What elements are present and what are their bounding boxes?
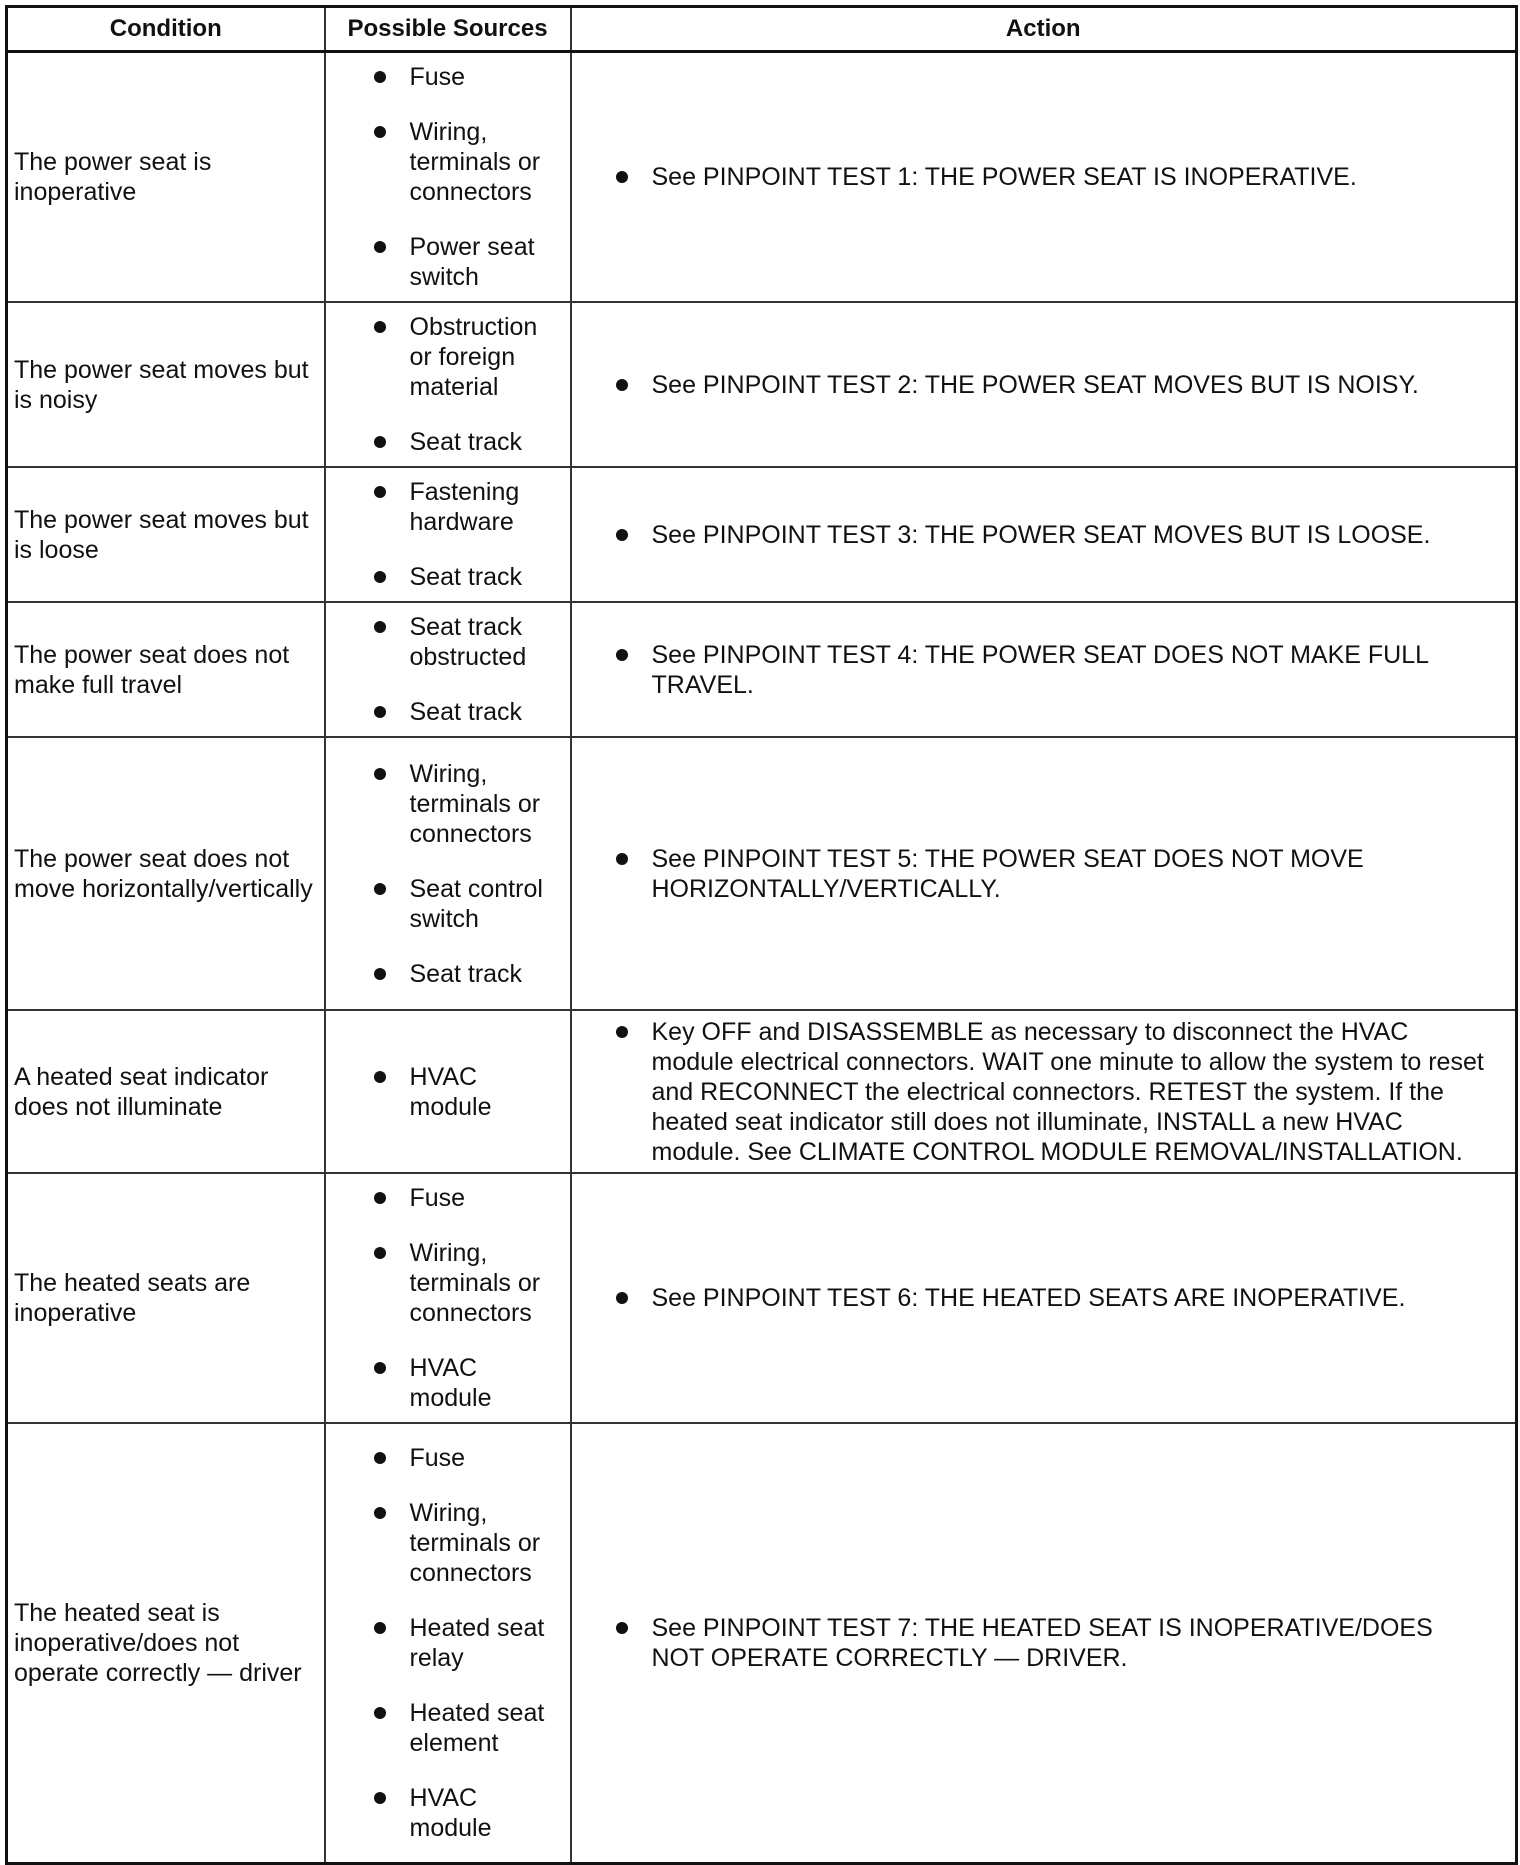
action-list [572,162,1516,192]
action-cell [571,467,1517,602]
source-text: Fuse [409,1184,466,1212]
source-item [374,1443,566,1473]
table-body [7,52,1517,1864]
action-item [616,1613,1486,1673]
source-text: Heated seat element [409,1698,545,1757]
source-item [374,1698,566,1758]
action-cell [571,1423,1517,1863]
symptom-chart-table [5,5,1518,1865]
action-item [616,640,1486,700]
source-text: Seat control switch [409,874,543,933]
source-text: Wiring, terminals or connectors [409,1239,541,1327]
table-row [7,1010,1517,1173]
action-list [572,640,1516,700]
condition-cell: The power seat moves but is loose [7,467,325,602]
source-item [374,1238,566,1328]
bullet-icon [374,486,386,498]
table-header [7,7,1517,52]
bullet-icon [374,768,386,780]
source-item [374,1183,566,1213]
bullet-icon [374,1192,386,1204]
action-text: See PINPOINT TEST 3: THE POWER SEAT MOVES BUT IS LOOSE. [651,520,1431,549]
source-item [374,312,566,402]
source-text: HVAC module [409,1062,492,1121]
source-item [374,562,566,592]
condition-cell: The power seat moves but is noisy [7,302,325,467]
bullet-icon [616,1622,628,1634]
action-list [572,1017,1516,1167]
action-cell [571,737,1517,1010]
action-text: See PINPOINT TEST 6: THE HEATED SEATS ARE INOPERATIVE. [651,1284,1406,1312]
bullet-icon [374,1707,386,1719]
source-item [374,874,566,934]
action-text: Key OFF and DISASSEMBLE as necessary to disconnect the HVAC module electrical connectors. WAIT one minute to allow the system to reset and RECONNECT the electrical connectors. RETEST the system. If the heated seat indicator still does not illuminate, INSTALL a new HVAC module. See CLIMATE CONTROL MODULE REMOVAL/INSTALLATION. [651,1017,1484,1166]
table-row [7,302,1517,467]
sources-list [326,312,570,457]
bullet-icon [374,1507,386,1519]
bullet-icon [374,436,386,448]
sources-list [326,1443,570,1843]
source-item [374,477,566,537]
bullet-icon [616,1026,628,1038]
source-text: Wiring, terminals or connectors [409,759,541,848]
source-item [374,759,566,849]
source-text: Seat track [409,563,523,591]
action-text: See PINPOINT TEST 5: THE POWER SEAT DOES NOT MOVE HORIZONTALLY/VERTICALLY. [651,844,1364,903]
table-row [7,467,1517,602]
bullet-icon [616,853,628,865]
action-item [616,1017,1486,1167]
source-item [374,1498,566,1588]
action-cell [571,1010,1517,1173]
action-item [616,1283,1486,1313]
source-text: Seat track [409,698,523,726]
source-text: Heated seat relay [409,1613,545,1672]
bullet-icon [616,649,628,661]
source-text: Fastening hardware [409,478,520,536]
condition-cell: The power seat does not move horizontally/vertically [7,737,325,1010]
action-cell [571,302,1517,467]
table-row [7,52,1517,303]
bullet-icon [374,126,386,138]
bullet-icon [374,71,386,83]
source-text: Seat track obstructed [409,613,527,671]
action-text: See PINPOINT TEST 2: THE POWER SEAT MOVES BUT IS NOISY. [651,370,1419,399]
action-item [616,520,1486,550]
sources-list [326,612,570,727]
bullet-icon [616,379,628,391]
condition-cell: The heated seat is inoperative/does not operate correctly — driver [7,1423,325,1863]
source-item [374,427,566,457]
bullet-icon [616,529,628,541]
condition-cell: A heated seat indicator does not illuminate [7,1010,325,1173]
condition-cell: The heated seats are inoperative [7,1173,325,1423]
source-text: Obstruction or foreign material [409,313,538,401]
bullet-icon [374,706,386,718]
source-text: Power seat switch [409,233,535,291]
source-item [374,697,566,727]
condition-cell: The power seat is inoperative [7,52,325,303]
source-text: Wiring, terminals or connectors [409,118,541,206]
action-cell [571,52,1517,303]
source-item [374,1062,566,1122]
action-text: See PINPOINT TEST 1: THE POWER SEAT IS INOPERATIVE. [651,163,1357,191]
source-item [374,612,566,672]
action-list [572,844,1516,904]
sources-cell [325,1173,571,1423]
action-header: Action [571,7,1517,52]
source-item [374,959,566,989]
action-item [616,844,1486,904]
bullet-icon [616,171,628,183]
bullet-icon [374,1362,386,1374]
source-text: Seat track [409,959,523,988]
bullet-icon [374,968,386,980]
action-text: See PINPOINT TEST 4: THE POWER SEAT DOES NOT MAKE FULL TRAVEL. [651,640,1429,699]
sources-list [326,1183,570,1413]
sources-cell [325,1423,571,1863]
sources-list [326,62,570,292]
action-cell [571,1173,1517,1423]
condition-cell: The power seat does not make full travel [7,602,325,737]
sources-cell [325,1010,571,1173]
source-item [374,1353,566,1413]
table-row [7,737,1517,1010]
action-text: See PINPOINT TEST 7: THE HEATED SEAT IS INOPERATIVE/DOES NOT OPERATE CORRECTLY — DRIVER. [651,1613,1433,1672]
source-item [374,117,566,207]
source-item [374,62,566,92]
sources-cell [325,52,571,303]
bullet-icon [374,1247,386,1259]
action-list [572,370,1516,400]
bullet-icon [374,1622,386,1634]
table-row [7,1173,1517,1423]
condition-header: Condition [7,7,325,52]
bullet-icon [616,1292,628,1304]
source-item [374,1783,566,1843]
action-list [572,1613,1516,1673]
sources-cell [325,737,571,1010]
bullet-icon [374,241,386,253]
source-text: Fuse [409,1443,466,1472]
bullet-icon [374,621,386,633]
bullet-icon [374,571,386,583]
diagnostic-table-container [5,5,1515,1865]
sources-list [326,1062,570,1122]
source-text: Wiring, terminals or connectors [409,1498,541,1587]
action-item [616,162,1486,192]
source-item [374,1613,566,1673]
bullet-icon [374,1792,386,1804]
bullet-icon [374,1452,386,1464]
table-row [7,602,1517,737]
sources-cell [325,302,571,467]
action-item [616,370,1486,400]
action-list [572,520,1516,550]
source-text: Seat track [409,428,523,456]
source-item [374,232,566,292]
sources-list [326,759,570,989]
action-cell [571,602,1517,737]
sources-cell [325,602,571,737]
action-list [572,1283,1516,1313]
bullet-icon [374,883,386,895]
table-row [7,1423,1517,1863]
sources-cell [325,467,571,602]
possible-sources-header: Possible Sources [325,7,571,52]
source-text: Fuse [409,63,466,91]
sources-list [326,477,570,592]
bullet-icon [374,1071,386,1083]
source-text: HVAC module [409,1783,492,1842]
header-row [7,7,1517,52]
source-text: HVAC module [409,1354,492,1412]
bullet-icon [374,321,386,333]
